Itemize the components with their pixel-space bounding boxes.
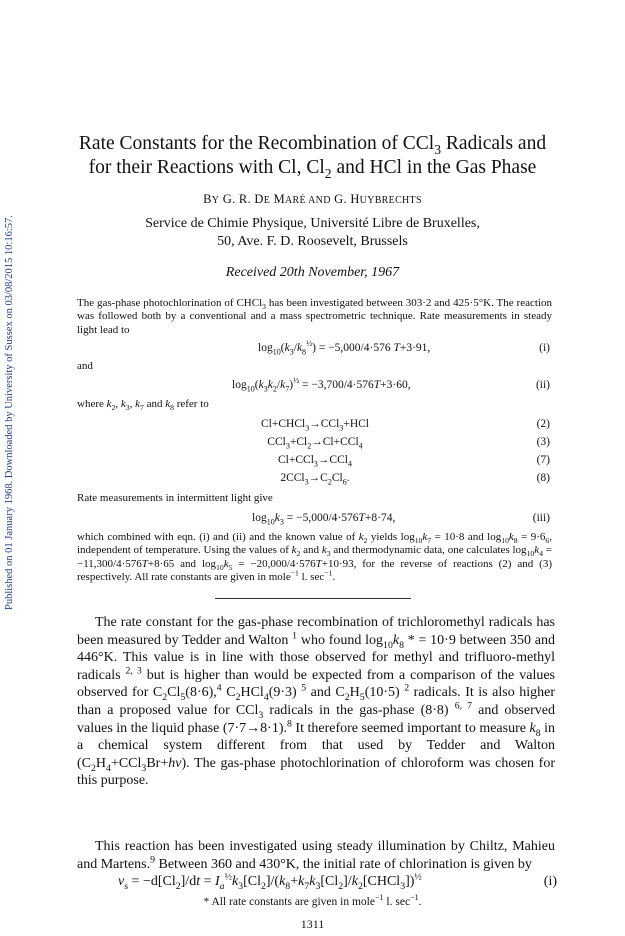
reaction-3-number: (3) [536,436,550,448]
abstract-and: and [77,360,93,372]
authors: BY G. R. DE MARÉ AND G. HUYBRECHTS [203,192,422,206]
abstract-equation-ii: $\log_{10}(k_3k_2/k_7)^{\frac{1}{2}} = -3,700/4\cdot 576T+3\cdot 60$, [232,376,411,394]
reaction-2-number: (2) [536,418,550,430]
reaction-3: $CCl_3+Cl_2\to Cl+CCl_4$ [267,436,363,451]
abstract-equation-i-number: (i) [539,342,550,354]
abstract-equation-iii-number: (iii) [532,512,550,524]
rate-equation-number: (i) [543,874,557,889]
reaction-2: Cl+CHCl$_3$→CCl$_3$+HCl [261,418,369,433]
rate-equation: $v_s = -d[Cl_2]/dt$ = $I_a^{\frac{1}{2}}k_3[Cl_2]/(k_8+k_7k_3[Cl_2]/k_2[CHCl_3])^{\frac{1}{2}}$ [118,871,422,892]
abstract-intermittent: Rate measurements in intermittent light give [77,492,273,504]
reaction-7: Cl+CCl$_3$→CCl$_4$ [278,454,352,469]
affiliation-line-1: Service de Chimie Physique, Université Libre de Bruxelles, [145,216,480,231]
abstract-conclusion: which combined with eqn. (i) and (ii) and the known value of $k_2$ yields $\log_{10}k_7 = 10\cdot 8$ and $\log_{10}k_8 = 9\cdot 6_6$, independent of temperature. Using the values of $k_2$ and $k_3$ and thermodynamic data, one calculates $\log_{10}k_4 = -11,300/4\cdot 576T+8\cdot 65$ and $\log_{10}k_5 = -20,000/4\cdot 576T+10\cdot 93$, for the reverse of reactions (2) and (3) respectively. All rate constants are given in mole$^{-1}$ l. $\sec^{-1}$. [77,531,552,584]
download-stamp [4,150,18,610]
abstract-equation-i: $\log_{10}(k_3/k_8^{\frac{1}{2}}) = -5,000/4\cdot 576$ T+3·91, [258,339,431,357]
body-paragraph-1: The rate constant for the gas-phase recombination of trichloromethyl radicals has been measured by Tedder and Walton $^1$ who found $\log_{10}k_8$ * = 10·9 between 350 and 446°K. This value is in line with those observed for methyl and trifluoro-methyl radicals $^{2, 3}$ but is higher than would be expected from a comparison of the values observed for $C_2Cl_5(8\cdot 6),^4$ $C_2HCl_4(9\cdot 3)$ $^5$ and $C_2H_5(10\cdot 5)$ $^2$ radicals. It is also higher than a proposed value for CCl$_3$ radicals in the gas-phase (8·8) $^{6, 7}$ and observed values in the liquid phase (7·7→8·1).$^8$ It therefore seemed important to measure $k_8$ in a chemical system different from that used by Tedder and Walton $(C_2H_4+CCl_3Br+h\nu)$. The gas-phase photochlorination of chloroform was chosen for this purpose. [77,615,556,789]
affiliation-line-2: 50, Ave. F. D. Roosevelt, Brussels [217,234,408,249]
received-date: Received 20th November, 1967 [225,265,400,280]
paper-title-line-2: for their Reactions with Cl, $Cl_2$ and HCl in the Gas Phase [88,157,537,181]
paper-title-line-1: Rate Constants for the Recombination of CCl$_3$ Radicals and [78,133,547,157]
footnote: * All rate constants are given in mole$^{-1}$ l. $\sec^{-1}$. [203,893,422,908]
reaction-7-number: (7) [536,454,550,466]
body-paragraph-2: This reaction has been investigated using steady illumination by Chiltz, Mahieu and Martens.$^9$ Between 360 and 430°K, the initial rate of chlorination is given by [77,839,555,872]
abstract-intro: The gas-phase photochlorination of CHCl$_3$ has been investigated between 303·2 and 425·5°K. The reaction was followed both by a conventional and a mass spectrometric technique. Rate measurements in steady light lead to [77,297,552,336]
page-number: 1311 [300,917,325,931]
download-stamp-text: Published on 01 January 1968. Downloaded by University of Sussex on 03/08/2015 10:16:57. [4,215,15,610]
abstract-equation-ii-number: (ii) [535,379,550,391]
abstract-where: where $k_2$, $k_3$, $k_7$ and $k_8$ refer to [77,398,209,413]
reaction-8: $2CCl_3\to C_2Cl_6$. [280,472,350,487]
abstract-equation-iii: $\log_{10}k_3 = -5,000/4\cdot 576T+8\cdot 74$, [252,512,396,527]
reaction-8-number: (8) [536,472,550,484]
section-divider [215,598,411,599]
